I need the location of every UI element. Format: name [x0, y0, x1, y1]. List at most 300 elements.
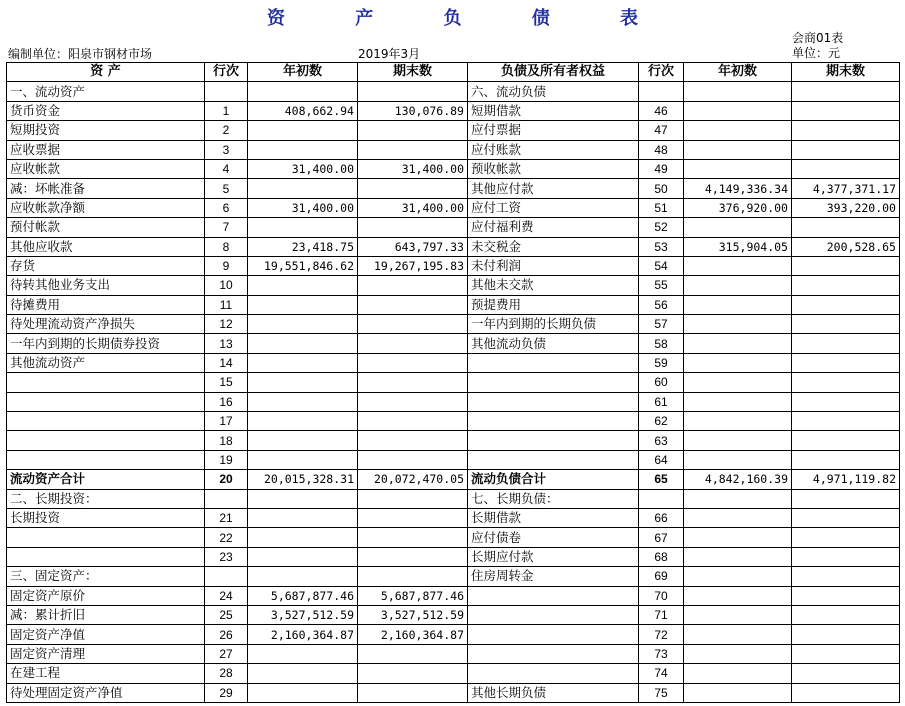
asset-ending-value [358, 179, 468, 198]
liability-beginning-value: 4,149,336.34 [684, 179, 792, 198]
currency-unit: 单位：元 [792, 46, 841, 60]
asset-beginning-value [248, 664, 358, 683]
liability-ending-value [792, 605, 900, 624]
liability-line-no: 71 [639, 605, 684, 624]
asset-item: 待摊费用 [7, 295, 205, 314]
asset-beginning-value [248, 218, 358, 237]
asset-item: 应收票据 [7, 140, 205, 159]
asset-line-no: 16 [205, 392, 248, 411]
liability-beginning-value [684, 334, 792, 353]
table-row [7, 644, 900, 663]
asset-ending-value [358, 295, 468, 314]
asset-ending-value [358, 140, 468, 159]
asset-ending-value: 130,076.89 [358, 101, 468, 120]
liability-ending-value [792, 218, 900, 237]
table-row [7, 373, 900, 392]
asset-item [7, 431, 205, 450]
liability-line-no: 51 [639, 198, 684, 217]
liability-ending-value [792, 82, 900, 101]
liability-item [468, 664, 639, 683]
asset-ending-value [358, 567, 468, 586]
header-line-no-right: 行次 [639, 63, 684, 82]
header-liabilities-equity: 负债及所有者权益 [468, 63, 639, 82]
asset-beginning-value: 23,418.75 [248, 237, 358, 256]
asset-beginning-value [248, 644, 358, 663]
liability-item: 其他未交款 [468, 276, 639, 295]
asset-item: 减：累计折旧 [7, 605, 205, 624]
asset-beginning-value [248, 489, 358, 508]
header-beginning-balance: 年初数 [248, 63, 358, 82]
liability-beginning-value [684, 567, 792, 586]
asset-ending-value: 20,072,470.05 [358, 470, 468, 489]
table-row [7, 295, 900, 314]
asset-line-no: 27 [205, 644, 248, 663]
asset-item [7, 450, 205, 469]
asset-line-no: 26 [205, 625, 248, 644]
liability-ending-value [792, 644, 900, 663]
table-row [7, 101, 900, 120]
liability-line-no [639, 82, 684, 101]
asset-ending-value [358, 683, 468, 702]
table-row [7, 315, 900, 334]
asset-item: 一年内到期的长期债券投资 [7, 334, 205, 353]
table-row [7, 179, 900, 198]
asset-ending-value [358, 644, 468, 663]
liability-line-no: 50 [639, 179, 684, 198]
asset-ending-value: 31,400.00 [358, 159, 468, 178]
asset-ending-value [358, 353, 468, 372]
liability-ending-value [792, 528, 900, 547]
liability-beginning-value [684, 450, 792, 469]
table-row [7, 489, 900, 508]
report-title: 资 产 负 债 表 [266, 8, 671, 29]
asset-line-no: 12 [205, 315, 248, 334]
liability-item: 六、流动负债 [468, 82, 639, 101]
asset-line-no: 3 [205, 140, 248, 159]
table-row [7, 470, 900, 489]
liability-ending-value [792, 586, 900, 605]
liability-ending-value [792, 373, 900, 392]
liability-beginning-value: 315,904.05 [684, 237, 792, 256]
asset-item: 三、固定资产： [7, 567, 205, 586]
liability-item: 应付账款 [468, 140, 639, 159]
table-row [7, 218, 900, 237]
asset-item: 固定资产净值 [7, 625, 205, 644]
asset-item: 货币资金 [7, 101, 205, 120]
asset-beginning-value [248, 295, 358, 314]
table-row [7, 508, 900, 527]
liability-ending-value [792, 101, 900, 120]
liability-item [468, 586, 639, 605]
liability-beginning-value [684, 431, 792, 450]
asset-item: 其他流动资产 [7, 353, 205, 372]
liability-item: 未交税金 [468, 237, 639, 256]
table-row [7, 237, 900, 256]
liability-beginning-value: 4,842,160.39 [684, 470, 792, 489]
asset-beginning-value [248, 179, 358, 198]
table-row [7, 256, 900, 275]
asset-line-no: 20 [205, 470, 248, 489]
asset-item: 在建工程 [7, 664, 205, 683]
liability-item: 七、长期负债： [468, 489, 639, 508]
liability-item [468, 353, 639, 372]
liability-ending-value [792, 489, 900, 508]
liability-beginning-value [684, 353, 792, 372]
liability-ending-value [792, 567, 900, 586]
liability-beginning-value [684, 605, 792, 624]
asset-beginning-value [248, 121, 358, 140]
asset-line-no: 9 [205, 256, 248, 275]
asset-line-no: 5 [205, 179, 248, 198]
liability-ending-value [792, 664, 900, 683]
asset-item: 待转其他业务支出 [7, 276, 205, 295]
liability-line-no: 72 [639, 625, 684, 644]
asset-beginning-value: 31,400.00 [248, 198, 358, 217]
asset-line-no: 28 [205, 664, 248, 683]
liability-beginning-value [684, 295, 792, 314]
asset-line-no: 4 [205, 159, 248, 178]
asset-item: 固定资产清理 [7, 644, 205, 663]
liability-item [468, 373, 639, 392]
asset-line-no: 25 [205, 605, 248, 624]
asset-beginning-value [248, 683, 358, 702]
asset-ending-value [358, 528, 468, 547]
liability-item: 其他流动负债 [468, 334, 639, 353]
asset-item: 应收帐款 [7, 159, 205, 178]
liability-line-no: 68 [639, 547, 684, 566]
asset-item: 长期投资 [7, 508, 205, 527]
table-row [7, 683, 900, 702]
asset-ending-value [358, 547, 468, 566]
liability-line-no: 63 [639, 431, 684, 450]
asset-ending-value [358, 276, 468, 295]
liability-ending-value [792, 353, 900, 372]
asset-beginning-value: 3,527,512.59 [248, 605, 358, 624]
liability-item: 住房周转金 [468, 567, 639, 586]
liability-line-no: 48 [639, 140, 684, 159]
liability-beginning-value [684, 586, 792, 605]
asset-ending-value [358, 412, 468, 431]
asset-line-no: 13 [205, 334, 248, 353]
liability-line-no: 59 [639, 353, 684, 372]
header-beginning-balance-right: 年初数 [684, 63, 792, 82]
table-row [7, 664, 900, 683]
liability-ending-value: 4,971,119.82 [792, 470, 900, 489]
asset-ending-value [358, 218, 468, 237]
asset-line-no: 8 [205, 237, 248, 256]
asset-line-no: 29 [205, 683, 248, 702]
asset-beginning-value [248, 547, 358, 566]
asset-ending-value [358, 315, 468, 334]
liability-line-no: 65 [639, 470, 684, 489]
liability-item: 未付利润 [468, 256, 639, 275]
liability-ending-value [792, 159, 900, 178]
liability-ending-value: 200,528.65 [792, 237, 900, 256]
asset-line-no [205, 82, 248, 101]
asset-ending-value: 643,797.33 [358, 237, 468, 256]
liability-line-no: 61 [639, 392, 684, 411]
table-row [7, 392, 900, 411]
asset-beginning-value: 5,687,877.46 [248, 586, 358, 605]
asset-beginning-value [248, 412, 358, 431]
company-name: 编制单位：阳泉市钢材市场 [8, 47, 153, 61]
asset-item [7, 528, 205, 547]
liability-item: 长期应付款 [468, 547, 639, 566]
liability-ending-value [792, 315, 900, 334]
liability-ending-value [792, 508, 900, 527]
asset-ending-value [358, 392, 468, 411]
asset-ending-value [358, 334, 468, 353]
asset-item: 二、长期投资： [7, 489, 205, 508]
asset-ending-value: 31,400.00 [358, 198, 468, 217]
form-code: 会商01表 [792, 31, 844, 45]
asset-line-no: 2 [205, 121, 248, 140]
table-row [7, 567, 900, 586]
liability-ending-value [792, 392, 900, 411]
asset-item [7, 373, 205, 392]
liability-beginning-value [684, 276, 792, 295]
liability-ending-value [792, 431, 900, 450]
asset-beginning-value [248, 450, 358, 469]
asset-line-no: 21 [205, 508, 248, 527]
liability-line-no: 58 [639, 334, 684, 353]
liability-ending-value [792, 334, 900, 353]
asset-beginning-value [248, 82, 358, 101]
asset-line-no: 17 [205, 412, 248, 431]
asset-ending-value: 19,267,195.83 [358, 256, 468, 275]
table-row [7, 547, 900, 566]
liability-ending-value [792, 256, 900, 275]
liability-beginning-value [684, 373, 792, 392]
liability-item: 一年内到期的长期负债 [468, 315, 639, 334]
liability-item: 应付福利费 [468, 218, 639, 237]
liability-item [468, 431, 639, 450]
table-row [7, 450, 900, 469]
table-row [7, 334, 900, 353]
asset-item: 其他应收款 [7, 237, 205, 256]
table-row [7, 276, 900, 295]
liability-ending-value [792, 625, 900, 644]
asset-ending-value: 5,687,877.46 [358, 586, 468, 605]
liability-item: 短期借款 [468, 101, 639, 120]
liability-beginning-value [684, 644, 792, 663]
table-row [7, 412, 900, 431]
liability-item: 应付债卷 [468, 528, 639, 547]
asset-item: 一、流动资产 [7, 82, 205, 101]
asset-line-no: 7 [205, 218, 248, 237]
header-ending-balance: 期末数 [358, 63, 468, 82]
liability-line-no [639, 489, 684, 508]
asset-line-no: 18 [205, 431, 248, 450]
asset-beginning-value [248, 140, 358, 159]
liability-beginning-value [684, 159, 792, 178]
liability-line-no: 70 [639, 586, 684, 605]
asset-item [7, 392, 205, 411]
liability-line-no: 62 [639, 412, 684, 431]
liability-ending-value [792, 295, 900, 314]
asset-beginning-value [248, 353, 358, 372]
table-row [7, 198, 900, 217]
table-row [7, 82, 900, 101]
asset-beginning-value [248, 431, 358, 450]
liability-item: 应付工资 [468, 198, 639, 217]
liability-line-no: 69 [639, 567, 684, 586]
table-header-row [7, 63, 900, 82]
liability-line-no: 46 [639, 101, 684, 120]
asset-beginning-value [248, 276, 358, 295]
liability-line-no: 54 [639, 256, 684, 275]
liability-item: 预提费用 [468, 295, 639, 314]
liability-line-no: 55 [639, 276, 684, 295]
header-line-no: 行次 [205, 63, 248, 82]
liability-beginning-value [684, 82, 792, 101]
liability-beginning-value [684, 121, 792, 140]
liability-line-no: 60 [639, 373, 684, 392]
asset-item [7, 547, 205, 566]
balance-sheet-table [6, 62, 900, 703]
liability-line-no: 67 [639, 528, 684, 547]
liability-beginning-value [684, 683, 792, 702]
asset-item: 预付帐款 [7, 218, 205, 237]
liability-item [468, 644, 639, 663]
liability-item: 其他应付款 [468, 179, 639, 198]
asset-ending-value: 3,527,512.59 [358, 605, 468, 624]
liability-ending-value: 393,220.00 [792, 198, 900, 217]
asset-beginning-value: 408,662.94 [248, 101, 358, 120]
asset-item [7, 412, 205, 431]
header-assets: 资 产 [7, 63, 205, 82]
asset-item: 待处理流动资产净损失 [7, 315, 205, 334]
liability-ending-value [792, 547, 900, 566]
liability-beginning-value [684, 101, 792, 120]
table-row [7, 586, 900, 605]
asset-line-no: 1 [205, 101, 248, 120]
asset-line-no [205, 567, 248, 586]
asset-ending-value [358, 489, 468, 508]
liability-line-no: 47 [639, 121, 684, 140]
liability-item: 其他长期负债 [468, 683, 639, 702]
liability-ending-value [792, 276, 900, 295]
liability-ending-value [792, 450, 900, 469]
liability-beginning-value [684, 664, 792, 683]
liability-item: 应付票据 [468, 121, 639, 140]
asset-line-no: 6 [205, 198, 248, 217]
asset-beginning-value [248, 392, 358, 411]
asset-ending-value [358, 121, 468, 140]
liability-line-no: 56 [639, 295, 684, 314]
liability-item [468, 392, 639, 411]
liability-ending-value [792, 683, 900, 702]
asset-ending-value [358, 664, 468, 683]
liability-line-no: 53 [639, 237, 684, 256]
liability-item [468, 412, 639, 431]
liability-line-no: 66 [639, 508, 684, 527]
asset-beginning-value [248, 567, 358, 586]
asset-item: 减：坏帐准备 [7, 179, 205, 198]
asset-line-no [205, 489, 248, 508]
table-row [7, 121, 900, 140]
asset-ending-value [358, 431, 468, 450]
asset-beginning-value [248, 373, 358, 392]
asset-item: 待处理固定资产净值 [7, 683, 205, 702]
asset-line-no: 14 [205, 353, 248, 372]
asset-item: 短期投资 [7, 121, 205, 140]
asset-ending-value [358, 82, 468, 101]
asset-beginning-value [248, 334, 358, 353]
table-row [7, 140, 900, 159]
asset-item: 流动资产合计 [7, 470, 205, 489]
liability-line-no: 64 [639, 450, 684, 469]
table-row [7, 353, 900, 372]
liability-ending-value [792, 121, 900, 140]
asset-beginning-value: 2,160,364.87 [248, 625, 358, 644]
liability-beginning-value [684, 412, 792, 431]
report-period: 2019年3月 [358, 47, 421, 61]
liability-item [468, 450, 639, 469]
liability-item [468, 625, 639, 644]
table-row [7, 431, 900, 450]
liability-line-no: 74 [639, 664, 684, 683]
liability-beginning-value [684, 489, 792, 508]
liability-beginning-value: 376,920.00 [684, 198, 792, 217]
table-row [7, 605, 900, 624]
liability-item [468, 605, 639, 624]
liability-item: 长期借款 [468, 508, 639, 527]
asset-ending-value [358, 450, 468, 469]
liability-beginning-value [684, 547, 792, 566]
header-ending-balance-right: 期末数 [792, 63, 900, 82]
asset-beginning-value [248, 508, 358, 527]
asset-ending-value: 2,160,364.87 [358, 625, 468, 644]
liability-item: 流动负债合计 [468, 470, 639, 489]
asset-line-no: 24 [205, 586, 248, 605]
liability-line-no: 57 [639, 315, 684, 334]
liability-beginning-value [684, 508, 792, 527]
asset-beginning-value [248, 528, 358, 547]
liability-ending-value [792, 412, 900, 431]
asset-item: 应收帐款净额 [7, 198, 205, 217]
asset-beginning-value [248, 315, 358, 334]
asset-item: 固定资产原价 [7, 586, 205, 605]
liability-line-no: 49 [639, 159, 684, 178]
asset-line-no: 23 [205, 547, 248, 566]
liability-item: 预收帐款 [468, 159, 639, 178]
asset-beginning-value: 31,400.00 [248, 159, 358, 178]
asset-line-no: 19 [205, 450, 248, 469]
asset-line-no: 10 [205, 276, 248, 295]
liability-beginning-value [684, 315, 792, 334]
liability-beginning-value [684, 392, 792, 411]
table-row [7, 159, 900, 178]
asset-ending-value [358, 373, 468, 392]
asset-line-no: 22 [205, 528, 248, 547]
liability-beginning-value [684, 256, 792, 275]
table-row [7, 625, 900, 644]
table-row [7, 528, 900, 547]
liability-ending-value [792, 140, 900, 159]
asset-ending-value [358, 508, 468, 527]
liability-line-no: 52 [639, 218, 684, 237]
asset-beginning-value: 20,015,328.31 [248, 470, 358, 489]
liability-ending-value: 4,377,371.17 [792, 179, 900, 198]
liability-beginning-value [684, 625, 792, 644]
asset-line-no: 11 [205, 295, 248, 314]
asset-line-no: 15 [205, 373, 248, 392]
asset-beginning-value: 19,551,846.62 [248, 256, 358, 275]
liability-beginning-value [684, 140, 792, 159]
liability-line-no: 75 [639, 683, 684, 702]
liability-beginning-value [684, 528, 792, 547]
